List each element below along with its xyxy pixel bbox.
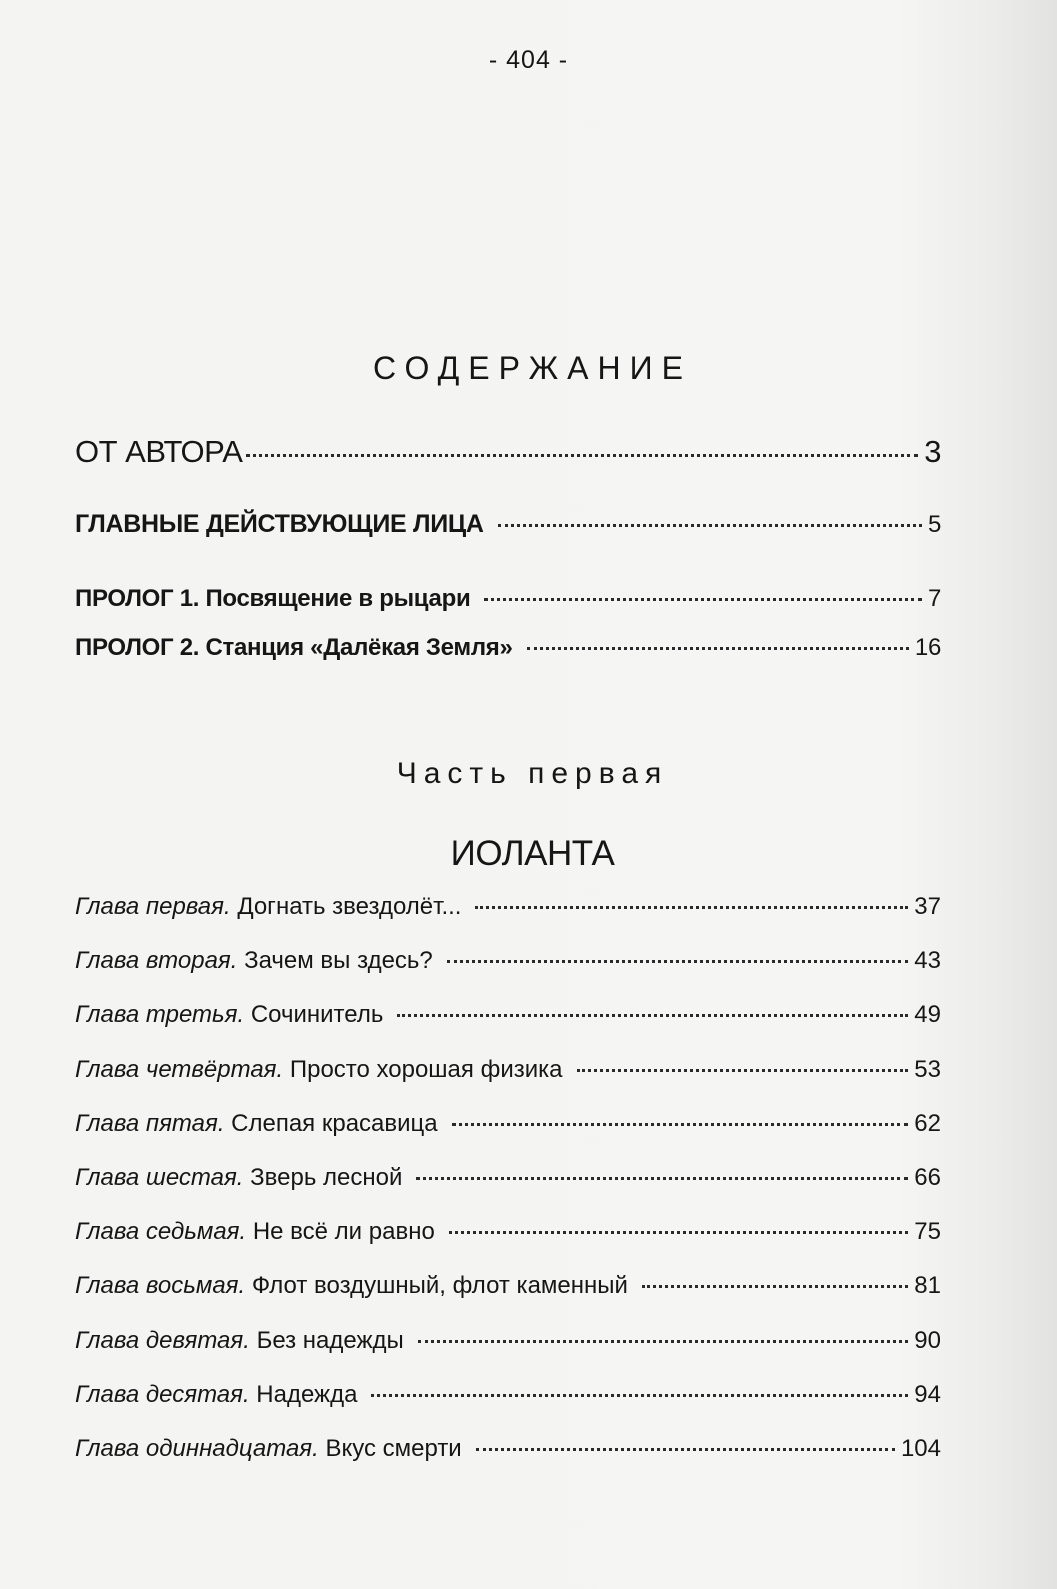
toc-entry-chapter — [75, 1056, 941, 1084]
toc-entry-label — [75, 1435, 462, 1463]
toc-entry-label — [75, 1056, 563, 1084]
toc-entry-label — [75, 1272, 628, 1300]
chapter-title: Зверь лесной — [250, 1164, 403, 1191]
toc-entry-page: 66 — [914, 1164, 941, 1191]
chapter-title: Просто хорошая физика — [289, 1056, 563, 1083]
chapter-title: Вкус смерти — [325, 1435, 462, 1462]
dot-leader — [642, 1285, 908, 1288]
toc-entry-chapter — [75, 1001, 941, 1029]
part-label: Часть первая — [396, 757, 669, 790]
toc-entry-page: 104 — [900, 1435, 941, 1462]
chapter-title: Догнать звездолёт... — [237, 893, 462, 920]
dot-leader — [527, 647, 909, 650]
dot-leader — [416, 1177, 908, 1180]
toc-entry-page: 7 — [927, 585, 941, 612]
chapter-number: Глава седьмая. — [75, 1218, 247, 1245]
chapter-title: Не всё ли равно — [252, 1218, 435, 1245]
chapter-number: Глава девятая. — [75, 1327, 250, 1354]
toc-entry-page: 5 — [927, 511, 941, 538]
toc-entry-label: ОТ АВТОРА — [75, 434, 243, 469]
chapter-number: Глава третья. — [75, 1001, 245, 1028]
toc-entry-page: 94 — [914, 1381, 941, 1408]
toc-entry-prologue — [75, 585, 941, 613]
toc-entry-chapter — [75, 947, 941, 975]
toc-entry-page: 53 — [914, 1056, 941, 1083]
toc-title: СОДЕРЖАНИЕ — [373, 350, 692, 386]
chapter-title: Слепая красавица — [231, 1110, 438, 1137]
toc-entry-label — [75, 1218, 435, 1246]
chapter-number: Глава первая. — [75, 893, 231, 920]
dot-leader — [449, 1231, 909, 1234]
toc-entry-chapter — [75, 1435, 941, 1463]
toc-entry-characters — [75, 510, 941, 539]
dot-leader — [476, 1448, 895, 1451]
toc-entry-chapter — [75, 1381, 941, 1409]
chapter-title: Флот воздушный, флот каменный — [251, 1272, 628, 1299]
toc-entry-page: 81 — [914, 1272, 941, 1299]
toc-entry-chapter — [75, 1110, 941, 1138]
chapter-number: Глава десятая. — [75, 1381, 250, 1408]
toc-entry-label — [75, 947, 433, 975]
toc-entry-label — [75, 1327, 404, 1355]
chapter-number: Глава восьмая. — [75, 1272, 246, 1299]
dot-leader — [484, 598, 922, 601]
toc-entry-label — [75, 1381, 357, 1409]
dot-leader — [418, 1340, 909, 1343]
toc-entry-page: 3 — [924, 434, 941, 469]
toc-entry-page: 37 — [914, 893, 941, 920]
toc-entry-label — [75, 1001, 383, 1029]
dot-leader — [577, 1069, 909, 1072]
toc-entry-chapter — [75, 893, 941, 921]
toc-entry-page: 90 — [914, 1327, 941, 1354]
toc-entry-label: ПРОЛОГ 2. Станция «Далёкая Земля» — [75, 634, 513, 661]
toc-entry-label — [75, 1110, 438, 1138]
chapter-number: Глава пятая. — [75, 1110, 225, 1137]
toc-entry-page: 62 — [914, 1110, 941, 1137]
toc-entry-chapter — [75, 1327, 941, 1355]
toc-entry-chapter — [75, 1218, 941, 1246]
toc-entry-label: ГЛАВНЫЕ ДЕЙСТВУЮЩИЕ ЛИЦА — [75, 510, 484, 538]
chapter-number: Глава четвёртая. — [75, 1056, 284, 1083]
toc-entry-prologue — [75, 634, 941, 662]
dot-leader — [447, 960, 909, 963]
dot-leader — [371, 1394, 908, 1397]
dot-leader — [452, 1123, 909, 1126]
toc-entry-page: 43 — [914, 947, 941, 974]
page-number: - 404 - — [488, 46, 569, 74]
chapter-number: Глава вторая. — [75, 947, 238, 974]
dot-leader — [397, 1014, 908, 1017]
dot-leader — [246, 454, 918, 457]
chapter-title: Надежда — [256, 1381, 358, 1408]
chapter-title: Без надежды — [256, 1327, 404, 1354]
chapter-number: Глава шестая. — [75, 1164, 244, 1191]
chapter-title: Зачем вы здесь? — [244, 947, 433, 974]
chapter-title: Сочинитель — [250, 1001, 384, 1028]
chapter-number: Глава одиннадцатая. — [75, 1435, 319, 1462]
part-title: ИОЛАНТА — [450, 834, 615, 873]
dot-leader — [475, 906, 908, 909]
toc-entry-chapter — [75, 1272, 941, 1300]
toc-entry-label — [75, 1164, 402, 1192]
toc-entry-label — [75, 893, 461, 921]
dot-leader — [498, 524, 922, 527]
toc-entry-page: 49 — [914, 1001, 941, 1028]
toc-entry-page: 16 — [914, 634, 941, 661]
toc-entry-chapter — [75, 1164, 941, 1192]
toc-entry-page: 75 — [914, 1218, 941, 1245]
toc-entry-label: ПРОЛОГ 1. Посвящение в рыцари — [75, 585, 471, 612]
toc-entry-author — [75, 434, 941, 470]
